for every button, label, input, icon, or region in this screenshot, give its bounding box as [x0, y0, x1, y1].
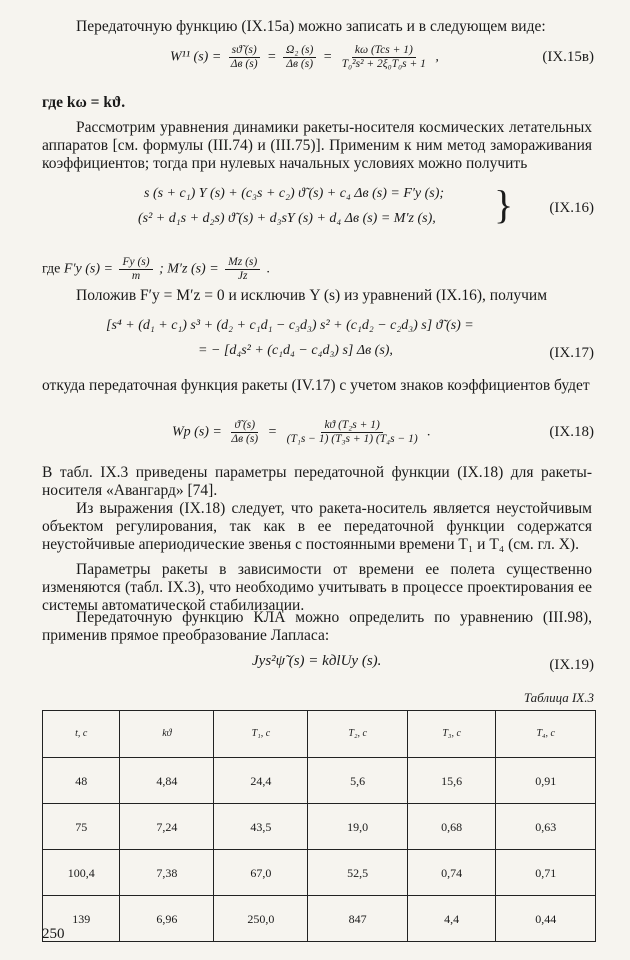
cell: 0,63 — [496, 804, 596, 850]
cell: 4,4 — [407, 896, 495, 942]
cell: 250,0 — [214, 896, 308, 942]
cell: 5,6 — [308, 758, 408, 804]
equation-number-ix15v: (IX.15в) — [542, 49, 594, 65]
defs-mz-num: Mz (s) — [225, 256, 260, 270]
table-row — [43, 850, 596, 896]
cell: 0,71 — [496, 850, 596, 896]
header-k: kϑ — [120, 711, 214, 758]
eq15v-frac-3-den: T₀²s² + 2ξ₀T₀s + 1 — [341, 58, 426, 70]
table-header-row — [43, 711, 596, 758]
defs-separator: ; — [159, 261, 164, 277]
eq15v-lhs: W¹¹ (s) = — [170, 49, 222, 65]
paragraph-3: Рассмотрим уравнения динамики ракеты-носителя космических летательных аппаратов [см. формулы (III.74) и (III.75)]. Применим к ним метод замораживания коэффициентов; тогда при нулевых начальных условиях можно получить — [42, 119, 592, 172]
cell: 43,5 — [214, 804, 308, 850]
defs-mz-lhs: M′z (s) = — [167, 261, 219, 277]
cell: 0,68 — [407, 804, 495, 850]
eq15v-frac-3 — [339, 44, 429, 71]
cell: 24,4 — [214, 758, 308, 804]
equation-number-ix17: (IX.17) — [549, 345, 594, 361]
eq15v-frac-3-num: kω (Tcs + 1) — [352, 44, 416, 58]
equation-ix16 — [42, 183, 594, 233]
eq15v-frac-2-den: Δв (s) — [286, 58, 314, 70]
definitions-line — [42, 256, 594, 286]
definitions-prefix: где — [42, 261, 61, 277]
header-t3: T₃, с — [407, 711, 495, 758]
cell: 847 — [308, 896, 408, 942]
cell: 0,74 — [407, 850, 495, 896]
eq15v-equals-2: = — [322, 49, 333, 65]
table-row — [43, 804, 596, 850]
definitions-body — [42, 256, 270, 283]
cell: 100,4 — [43, 850, 120, 896]
cell: 0,91 — [496, 758, 596, 804]
eq16-line-2: (s² + d₁s + d₂s) ϑ̃ (s) + d₃sY (s) + d₄ Δв (s) = M′z (s), — [138, 211, 436, 226]
eq18-frac-1-den: Δв (s) — [231, 433, 259, 445]
header-t4: T₄, с — [496, 711, 596, 758]
equation-ix15v-body — [170, 44, 439, 71]
defs-fy-lhs: F′y (s) = — [63, 261, 113, 277]
table-row — [43, 896, 596, 942]
eq16-line-1: s (s + c₁) Y (s) + (c₃s + c₂) ϑ̃ (s) + c₄ Δв (s) = F′y (s); — [144, 186, 445, 201]
paragraph-9: Параметры ракеты в зависимости от времени ее полета существенно изменяются (табл. IX.3), что необходимо учитывать в процессе проектирования ее системы автоматической стабилизации. — [42, 561, 592, 614]
defs-fy-frac — [119, 256, 152, 283]
cell: 7,38 — [120, 850, 214, 896]
cell: 52,5 — [308, 850, 408, 896]
cell: 75 — [43, 804, 120, 850]
defs-fy-den: m — [131, 270, 141, 282]
table-row — [43, 758, 596, 804]
cell: 15,6 — [407, 758, 495, 804]
page-number: 250 — [42, 926, 65, 942]
table-caption: Таблица IX.3 — [523, 690, 594, 705]
paragraph-5: Положив F′y = M′z = 0 и исключив Y (s) из уравнений (IX.16), получим — [76, 287, 548, 304]
equation-ix15v — [42, 44, 594, 70]
eq15v-frac-1-den: Δв (s) — [230, 58, 258, 70]
defs-fy-num: Fy (s) — [119, 256, 152, 270]
eq15v-frac-2-num: Ω₂ (s) — [283, 44, 316, 58]
equation-number-ix19: (IX.19) — [549, 657, 594, 673]
paragraph-2: где kω = kϑ. — [42, 94, 126, 111]
equation-ix17 — [42, 315, 594, 365]
cell: 6,96 — [120, 896, 214, 942]
eq18-frac-2-den: (T₁s − 1) (T₃s + 1) (T₄s − 1) — [286, 433, 418, 445]
equation-number-ix16: (IX.16) — [549, 200, 594, 216]
eq17-line-2: = − [d₄s² + (c₁d₄ − c₄d₃) s] Δв (s), — [198, 343, 393, 358]
cell: 139 — [43, 896, 120, 942]
eq18-equals: = — [267, 424, 278, 440]
eq16-brace: } — [494, 182, 514, 227]
eq15v-frac-1-num: sϑ̃ (s) — [229, 44, 260, 58]
cell: 19,0 — [308, 804, 408, 850]
eq18-frac-2-num: kϑ (T₂s + 1) — [321, 419, 382, 433]
equation-ix18-body — [172, 419, 431, 446]
header-t2: T₂, с — [308, 711, 408, 758]
eq15v-frac-2 — [283, 44, 316, 71]
paragraph-8: Из выражения (IX.18) следует, что ракета-носитель является неустойчивым объектом регулирования, так как в ее передаточной функции содержатся неустойчивые апериодические звенья с постоянными времени T₁ и T₄ (см. гл. X). — [42, 500, 592, 553]
equation-ix19 — [42, 652, 594, 678]
eq19-body: Jys²ψ̃ (s) = kдlUy (s). — [252, 653, 382, 669]
paragraph-7: В табл. IX.3 приведены параметры передаточной функции (IX.18) для ракеты-носителя «Авангард» [74]. — [42, 464, 592, 499]
defs-mz-frac — [225, 256, 260, 283]
eq18-tail: . — [427, 424, 431, 440]
eq18-frac-1-num: ϑ̃ (s) — [231, 419, 258, 433]
paragraph-1: Передаточную функцию (IX.15а) можно записать и в следующем виде: — [76, 18, 546, 35]
paragraph-6: откуда передаточная функция ракеты (IV.17) с учетом знаков коэффициентов будет — [42, 377, 590, 394]
defs-mz-den: Jz — [237, 270, 248, 282]
equation-ix18 — [42, 419, 594, 451]
header-t1: T₁, с — [214, 711, 308, 758]
eq18-lhs: Wр (s) = — [172, 424, 222, 440]
cell: 7,24 — [120, 804, 214, 850]
equation-number-ix18: (IX.18) — [549, 424, 594, 440]
eq18-frac-1 — [228, 419, 261, 446]
eq17-line-1: [s⁴ + (d₁ + c₁) s³ + (d₂ + c₁d₁ − c₃d₃) s² + (c₁d₂ − c₂d₃) s] ϑ̃ (s) = — [106, 318, 474, 333]
defs-end: . — [266, 261, 271, 277]
eq18-frac-2 — [284, 419, 421, 446]
header-t: t, с — [43, 711, 120, 758]
cell: 67,0 — [214, 850, 308, 896]
parameters-table — [42, 710, 596, 942]
eq15v-tail: , — [435, 49, 439, 65]
cell: 48 — [43, 758, 120, 804]
eq15v-equals-1: = — [267, 49, 277, 65]
eq15v-frac-1 — [228, 44, 261, 71]
cell: 0,44 — [496, 896, 596, 942]
cell: 4,84 — [120, 758, 214, 804]
paragraph-10: Передаточную функцию КЛА можно определить по уравнению (III.98), применив прямое преобразование Лапласа: — [42, 609, 592, 644]
